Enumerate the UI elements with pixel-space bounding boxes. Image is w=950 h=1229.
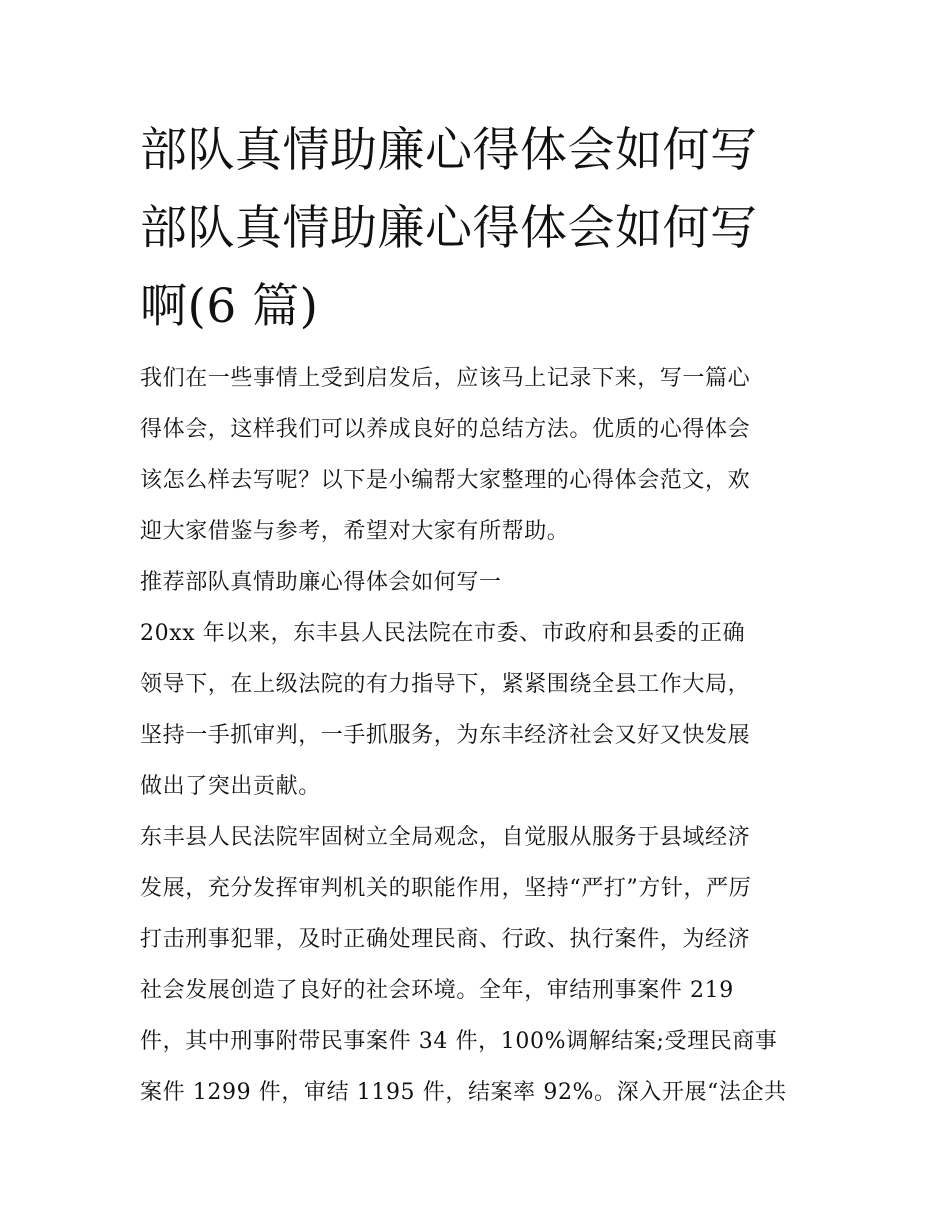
paragraph-line: 领导下，在上级法院的有力指导下，紧紧围绕全县工作大局，	[140, 672, 751, 697]
intro-paragraph-line: 得体会，这样我们可以养成良好的总结方法。优质的心得体会	[140, 417, 751, 442]
paragraph-line: 案件 1299 件，审结 1195 件，结案率 92%。深入开展“法企共	[140, 1080, 787, 1105]
paragraph-line: 东丰县人民法院牢固树立全局观念，自觉服从服务于县域经济	[140, 825, 751, 850]
paragraph-line: 件，其中刑事附带民事案件 34 件，100%调解结案;受理民商事	[140, 1029, 778, 1054]
paragraph-line: 20xx 年以来，东丰县人民法院在市委、市政府和县委的正确	[140, 621, 746, 646]
title-line: 部队真情助廉心得体会如何写	[140, 201, 758, 256]
title-line: 啊(6 篇)	[140, 279, 319, 334]
intro-paragraph-line: 我们在一些事情上受到启发后，应该马上记录下来，写一篇心	[140, 366, 751, 391]
paragraph-line: 做出了突出贡献。	[140, 774, 321, 799]
paragraph-line: 打击刑事犯罪，及时正确处理民商、行政、执行案件，为经济	[140, 927, 751, 952]
section-heading: 推荐部队真情助廉心得体会如何写一	[140, 570, 502, 595]
document-title	[140, 112, 820, 346]
intro-paragraph-line: 该怎么样去写呢？以下是小编帮大家整理的心得体会范文，欢	[140, 468, 751, 493]
paragraph-line: 发展，充分发挥审判机关的职能作用，坚持“严打”方针，严厉	[140, 876, 752, 901]
paragraph-line: 社会发展创造了良好的社会环境。全年，审结刑事案件 219	[140, 978, 734, 1003]
intro-paragraph-line: 迎大家借鉴与参考，希望对大家有所帮助。	[140, 519, 570, 544]
document-body	[140, 353, 830, 1118]
paragraph-line: 坚持一手抓审判，一手抓服务，为东丰经济社会又好又快发展	[140, 723, 751, 748]
title-line: 部队真情助廉心得体会如何写	[140, 123, 758, 178]
